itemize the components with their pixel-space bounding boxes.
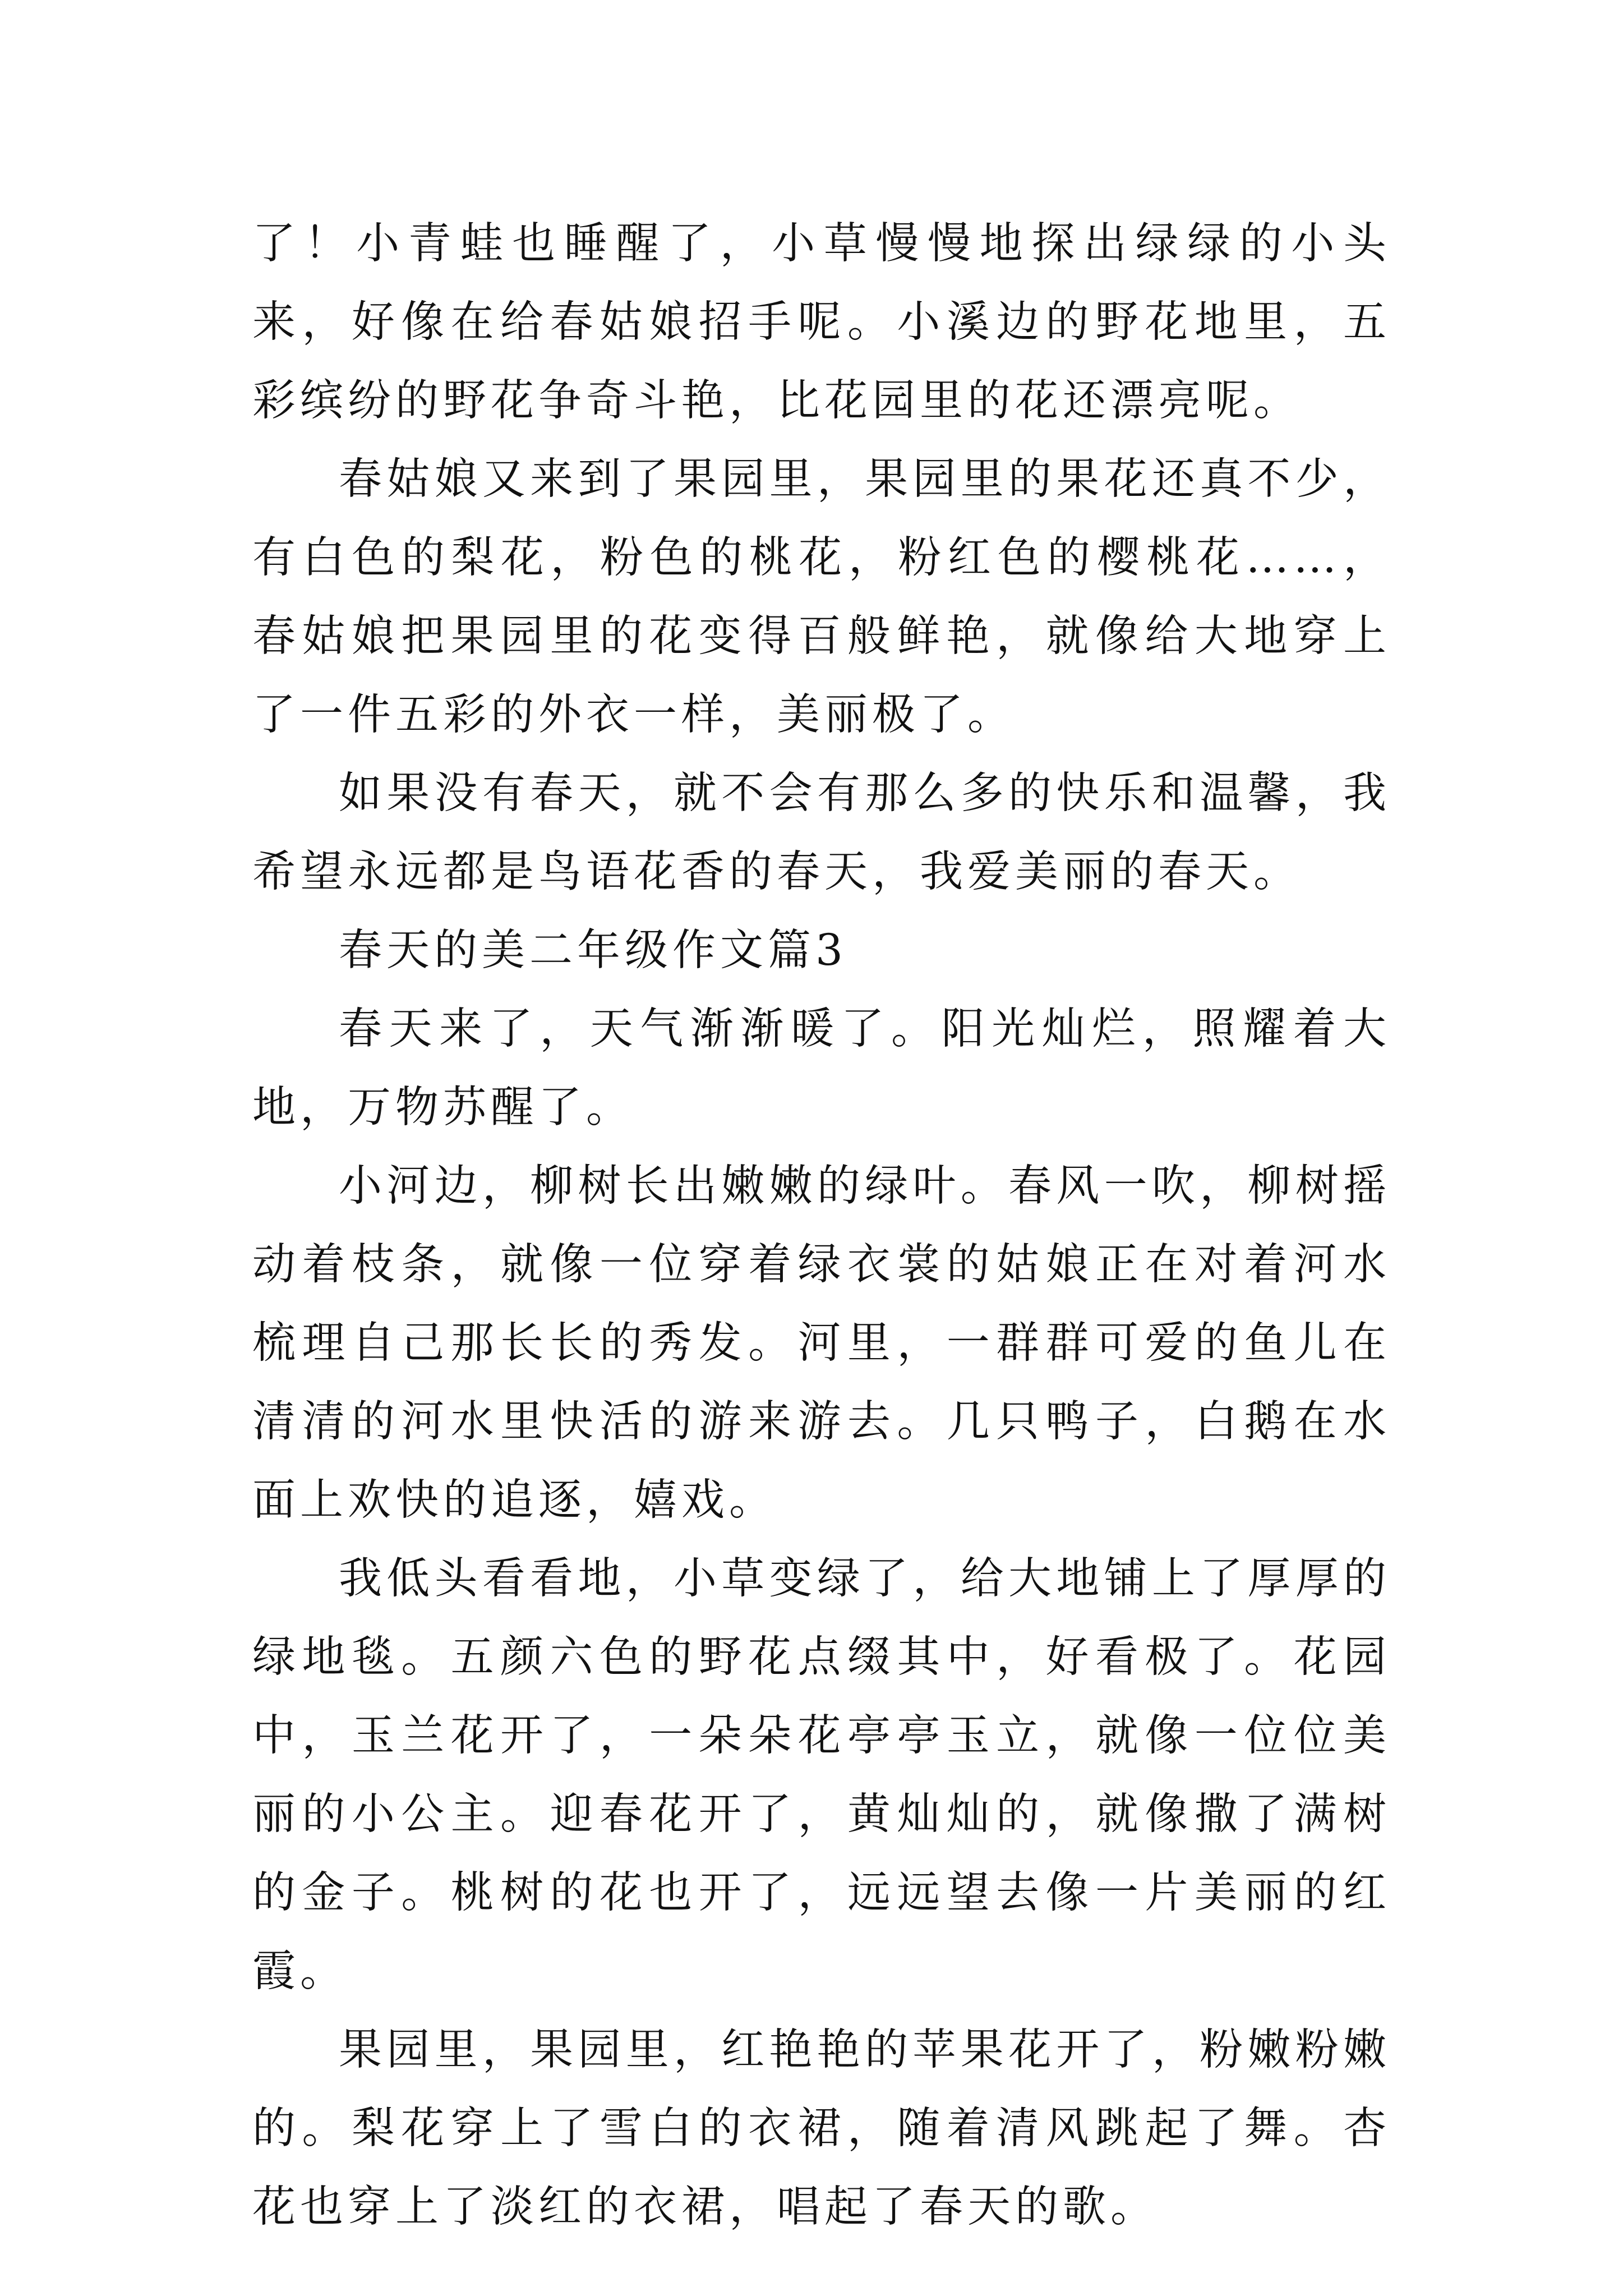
paragraph-3: 如果没有春天，就不会有那么多的快乐和温馨，我希望永远都是鸟语花香的春天，我爱美丽的春天。: [252, 769, 1391, 897]
section-paragraph-2: 小河边，柳树长出嫩嫩的绿叶。春风一吹，柳树摇动着枝条，就像一位穿着绿衣裳的姑娘正在对着河水梳理自己那长长的秀发。河里，一群群可爱的鱼儿在清清的河水里快活的游来游去。几只鸭子，白鹅在水面上欢快的追逐，嬉戏。: [252, 1161, 1391, 1525]
document-body: [252, 205, 1391, 2247]
section-paragraph-1: 春天来了，天气渐渐暖了。阳光灿烂，照耀着大地，万物苏醒了。: [252, 1004, 1391, 1133]
paragraph-2: 春姑娘又来到了果园里，果园里的果花还真不少，有白色的梨花，粉色的桃花，粉红色的樱桃花……，春姑娘把果园里的花变得百般鲜艳，就像给大地穿上了一件五彩的外衣一样，美丽极了。: [252, 454, 1391, 740]
section-paragraph-3: 我低头看看地，小草变绿了，给大地铺上了厚厚的绿地毯。五颜六色的野花点缀其中，好看极了。花园中，玉兰花开了，一朵朵花亭亭玉立，就像一位位美丽的小公主。迎春花开了，黄灿灿的，就像撒了满树的金子。桃树的花也开了，远远望去像一片美丽的红霞。: [252, 1554, 1391, 1996]
paragraph-1: 了！小青蛙也睡醒了，小草慢慢地探出绿绿的小头来，好像在给春姑娘招手呢。小溪边的野花地里，五彩缤纷的野花争奇斗艳，比花园里的花还漂亮呢。: [252, 219, 1391, 426]
section-paragraph-4: 果园里，果园里，红艳艳的苹果花开了，粉嫩粉嫩的。梨花穿上了雪白的衣裙，随着清风跳起了舞。杏花也穿上了淡红的衣裙，唱起了春天的歌。: [252, 2025, 1391, 2232]
section-title: 春天的美二年级作文篇3: [339, 926, 847, 976]
